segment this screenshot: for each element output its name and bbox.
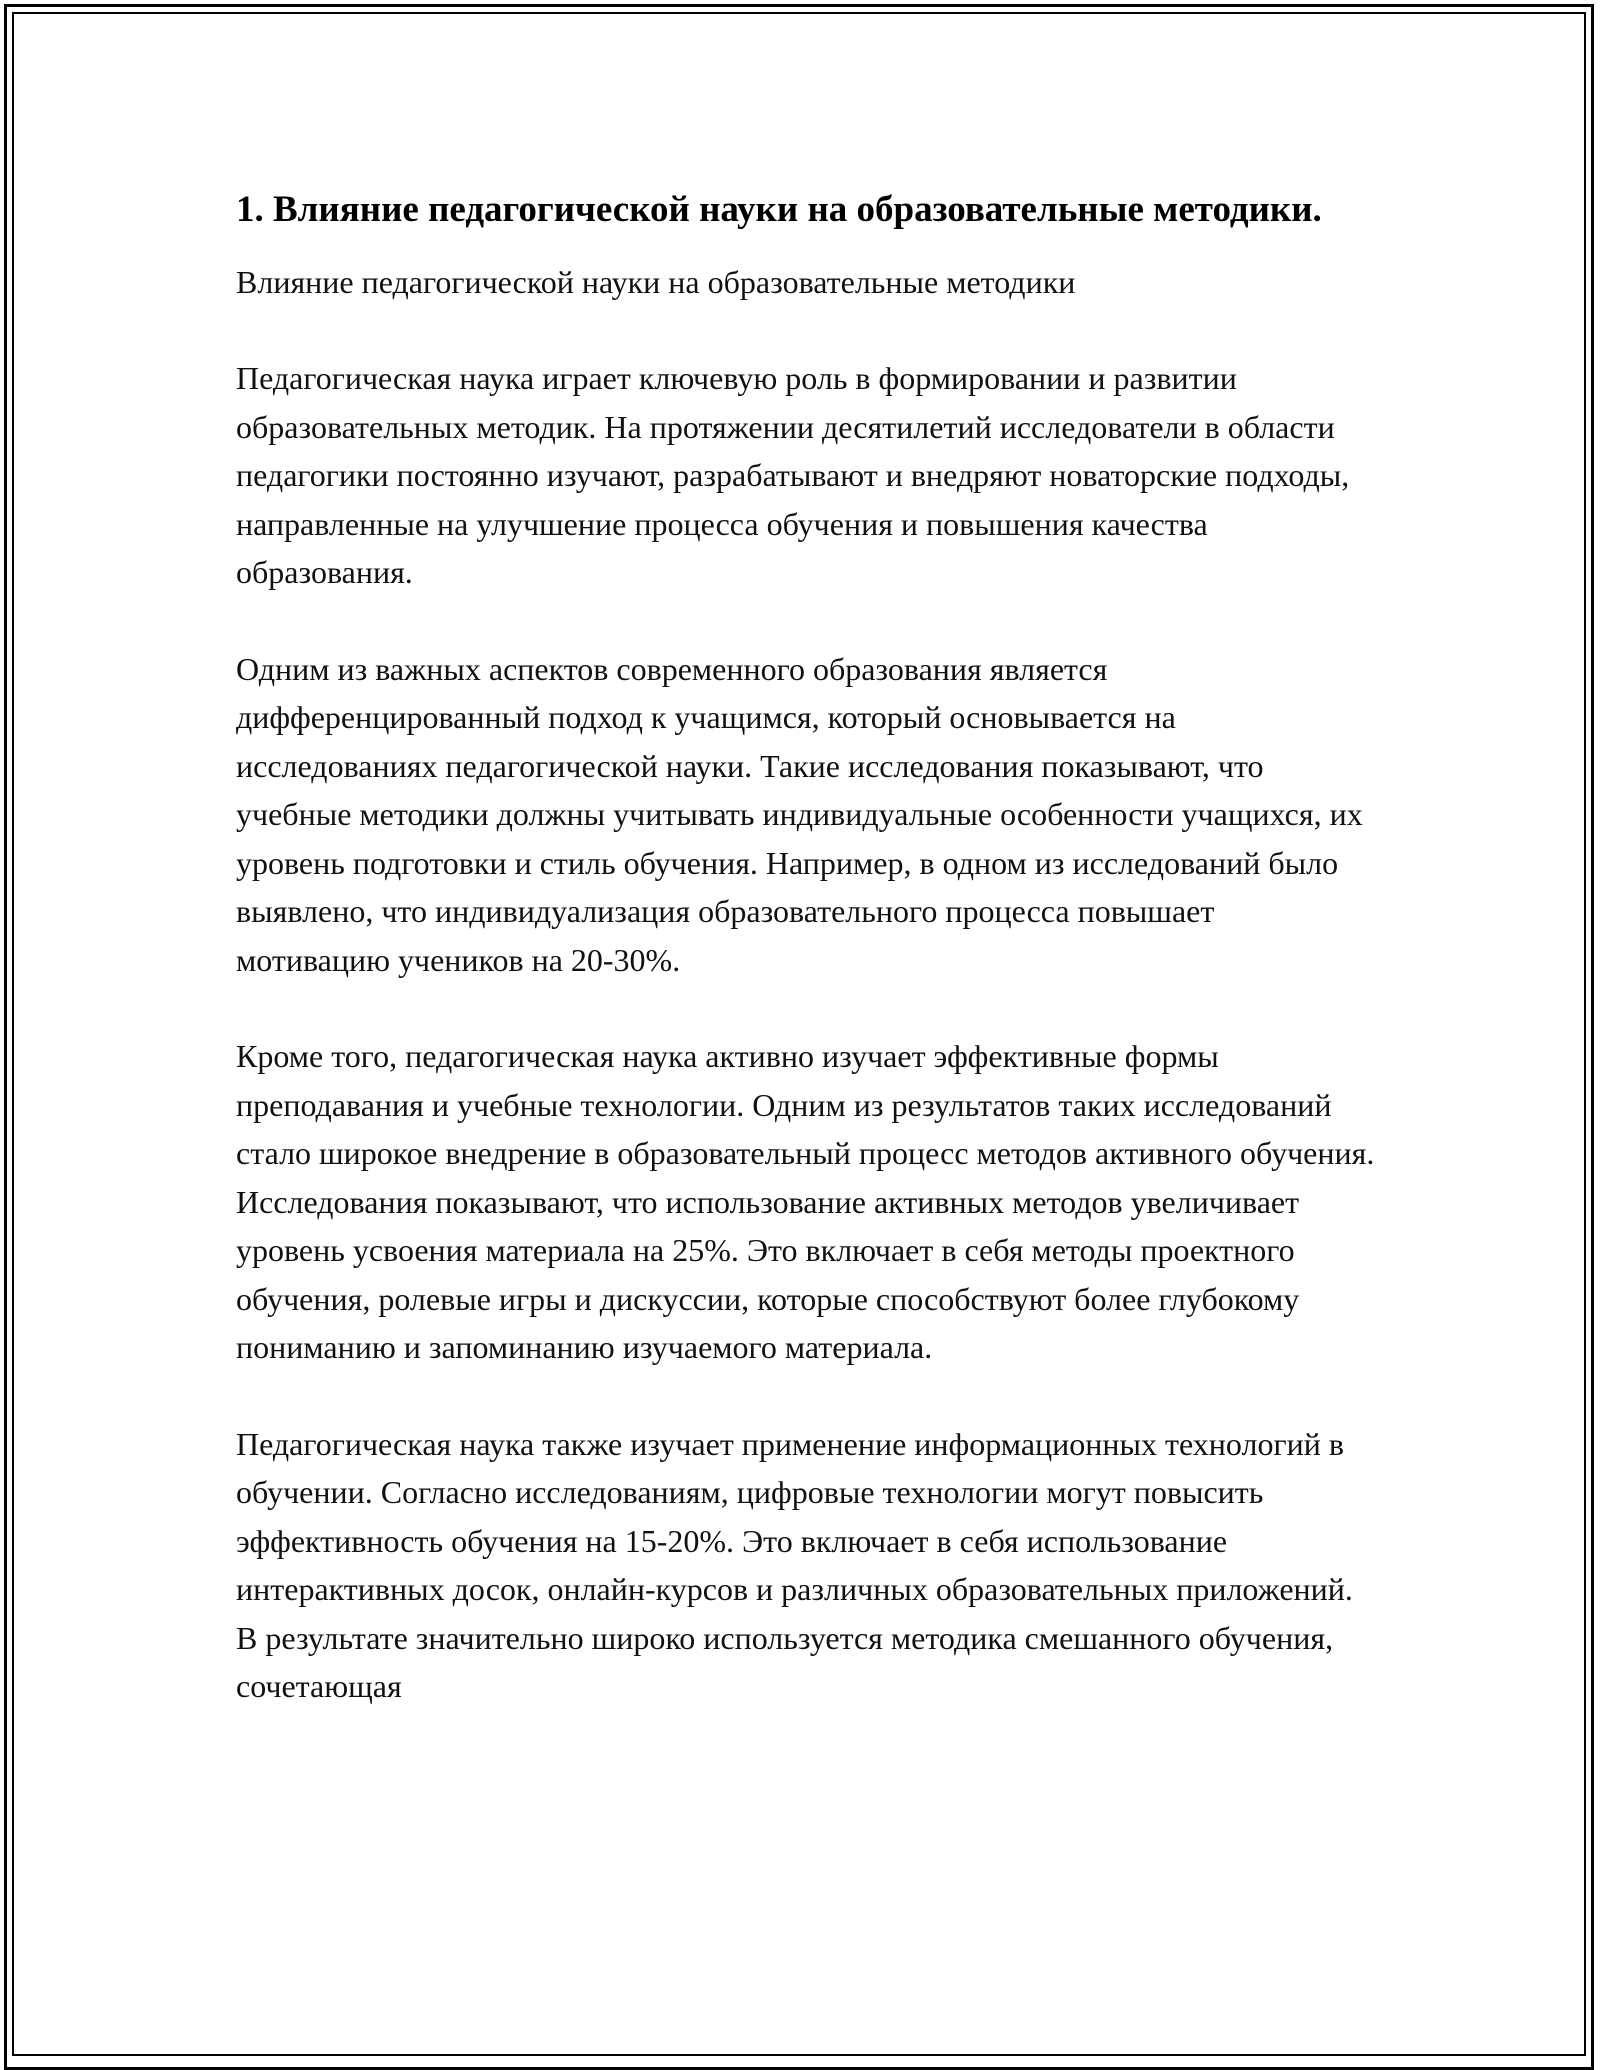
section-heading: 1. Влияние педагогической науки на образовательные методики. <box>236 189 1322 230</box>
paragraph-3: Кроме того, педагогическая наука активно изучает эффективные формы преподавания и учебные технологии. Одним из результатов таких исследований стало широкое внедрение в образовательный процесс методов активного обучения. Исследования показывают, что использование активных методов увеличивает уровень усвоения материала на 25%. Это включает в себя методы проектного обучения, ролевые игры и дискуссии, которые способствуют более глубокому пониманию и запоминанию изучаемого материала. <box>236 1038 1375 1365</box>
paragraph-2: Одним из важных аспектов современного образования является дифференцированный подход к учащимся, который основывается на исследованиях педагогической науки. Такие исследования показывают, что учебные методики должны учитывать индивидуальные особенности учащихся, их уровень подготовки и стиль обучения. Например, в одном из исследований было выявлено, что индивидуализация образовательного процесса повышает мотивацию учеников на 20-30%. <box>236 650 1363 978</box>
paragraph-4: Педагогическая наука также изучает применение информационных технологий в обучении. Согласно исследованиям, цифровые технологии могут повысить эффективность обучения на 15-20%. Это включает в себя использование интерактивных досок, онлайн-курсов и различных образовательных приложений. В результате значительно широко используется методика смешанного обучения, сочетающая <box>236 1425 1353 1704</box>
document-body <box>236 186 1376 1759</box>
section-subtitle: Влияние педагогической науки на образовательные методики <box>236 264 1076 300</box>
paragraph-1: Педагогическая наука играет ключевую роль в формировании и развитии образовательных методик. На протяжении десятилетий исследователи в области педагогики постоянно изучают, разрабатывают и внедряют новаторские подходы, направленные на улучшение процесса обучения и повышения качества образования. <box>236 360 1350 590</box>
